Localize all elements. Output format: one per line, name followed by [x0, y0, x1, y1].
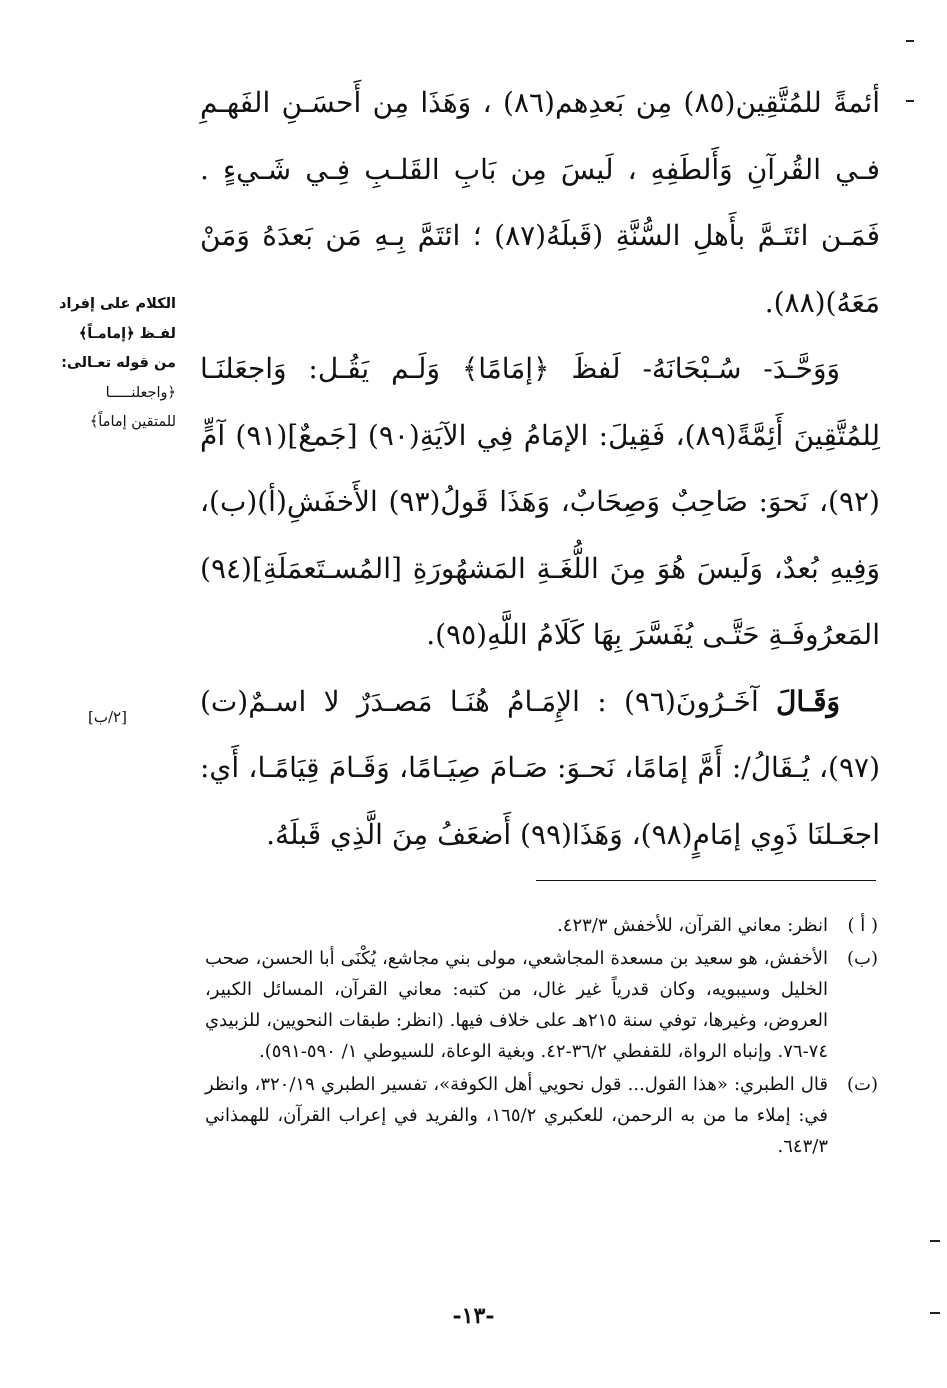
footnote-text: انظر: معاني القرآن، للأخفش ٤٢٣/٣. — [557, 915, 828, 936]
scan-mark — [906, 100, 914, 102]
paragraph-3-lead: وَقَـالَ — [776, 684, 841, 718]
page-number: -١٣- — [452, 1303, 495, 1329]
paragraph-2: وَوَحَّـدَ- سُـبْحَانَهُ- لَفظَ ﴿إمَامًا﴾ وَلَـم يَقُـل: وَاجعَلنَـا لِلمُتَّقِينَ أَئِمَّةً(٨٩)، فَقِيلَ: الإمَامُ فِي الآيَةِ(٩٠) [جَمعٌ](٩١) آمٍّ (٩٢)، نَحوَ: صَاحِبٌ وَصِحَابٌ، وَهَذَا قَولُ(٩٣) الأَخفَشِ(أ)(ب)، وَفِيهِ بُعدٌ، وَلَيسَ هُوَ مِنَ اللُّغَـةِ المَشهُورَةِ [المُسـتَعمَلَةِ](٩٤) المَعرُوفَـةِ حَتَّـى يُفَسَّرَ بِهَا كَلَامُ اللَّهِ(٩٥). — [200, 352, 880, 651]
margin-heading-line: للمتقين إماماً﴾ — [89, 414, 176, 430]
margin-heading-line: الكلام على إفراد — [59, 296, 176, 312]
footnote-label: ( أ ) — [847, 915, 878, 936]
margin-heading — [48, 290, 176, 438]
margin-heading-line: ﴿واجعلنـــــا — [105, 384, 176, 401]
paragraph-1: أئمةً للمُتَّقِين(٨٥) مِن بَعدِهم(٨٦) ، وَهَذَا مِن أَحسَـنِ الفَهـمِ فـي القُرآنِ وَأَلطَفِهِ ، لَيسَ مِن بَابِ القَلـبِ فِـي شَـيءٍ . فَمَـن ائتَـمَّ بأَهلِ السُّنَّةِ (قَبلَهُ(٨٧) ؛ ائتَمَّ بِـهِ مَن بَعدَهُ وَمَنْ مَعَهُ)(٨٨). — [200, 86, 880, 319]
footnote-separator — [536, 880, 876, 881]
margin-heading-line: من قوله تعـالى: — [61, 355, 176, 371]
margin-heading-line: لفـظ ﴿إمامـاً﴾ — [78, 325, 176, 342]
footnotes — [205, 910, 878, 1164]
paragraph-3-text: آخَـرُونَ(٩٦) : الإِمَـامُ هُنَـا مَصـدَرٌ لا اسـمٌ(ت)(٩٧)، يُـقَالُ/: أَمَّ إمَامًا، نَحـوَ: صَـامَ صِيَـامًا، وَقَـامَ قِيَامًـا، أَي: اجعَـلنَا ذَوِي إمَامٍ(٩٨)، وَهَذَا(٩٩) أَضعَفُ مِنَ الَّذِي قَبلَهُ. — [200, 684, 880, 851]
footnote-a — [205, 910, 878, 941]
footnote-text: الأخفش، هو سعيد بن مسعدة المجاشعي، مولى بني مجاشع، يُكْنَى أبا الحسن، صحب الخليل وسيبويه، وكان قدرياً غير غال، من كتبه: معاني القرآن، المسائل الكبير، العروض، وغيرها، توفي سنة ٢١٥هـ على خلاف فيها. (انظر: طبقات النحويين، للزبيدي ٧٤-٧٦. وإنباه الرواة، للقفطي ٣٦/٢-٤٢. وبغية الوعاة، للسيوطي ١/ ٥٩٠-٥٩١). — [205, 948, 828, 1062]
scan-mark — [930, 1240, 940, 1242]
paragraph-3 — [200, 669, 880, 869]
footnote-label: (ت) — [847, 1074, 878, 1095]
footnote-label: (ب) — [847, 948, 878, 969]
footnote-b — [205, 943, 878, 1067]
footnote-t — [205, 1069, 878, 1162]
folio-marker: [٢/ب] — [88, 708, 127, 726]
footnote-text: قال الطبري: «هذا القول... قول نحويي أهل الكوفة»، تفسير الطبري ٣٢٠/١٩، وانظر في: إملاء ما من به الرحمن، للعكبري ١٦٥/٢، والفريد في إعراب القرآن، للهمذاني ٦٤٣/٣. — [205, 1074, 828, 1157]
main-text — [200, 70, 880, 868]
scan-mark — [906, 40, 914, 42]
